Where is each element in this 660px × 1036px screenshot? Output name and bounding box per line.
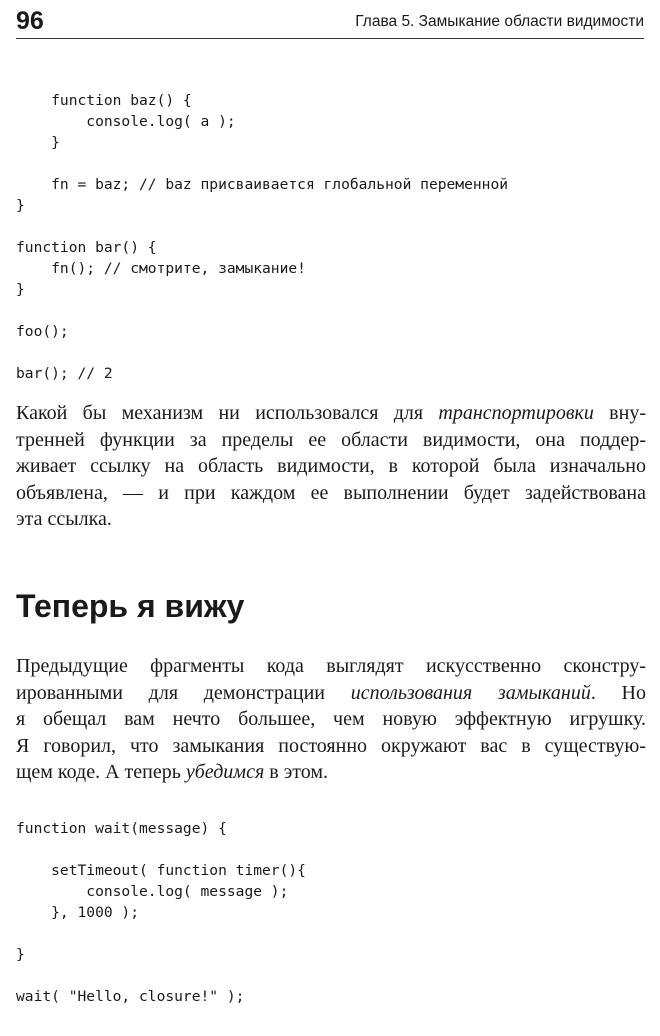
code-line: wait( "Hello, closure!" ); bbox=[16, 988, 245, 1005]
page-header bbox=[0, 0, 660, 40]
text-line: эта ссылка. bbox=[16, 508, 112, 531]
code-line: console.log( message ); bbox=[16, 883, 289, 900]
code-line: fn = baz; // baz присваивается глобальной переменной bbox=[16, 176, 509, 193]
body-paragraph bbox=[16, 400, 646, 533]
code-line: }, 1000 ); bbox=[16, 904, 140, 921]
code-line: } bbox=[16, 281, 25, 298]
code-line: } bbox=[16, 946, 25, 963]
text-line: ированными для демонстрации использования замыканий. Но bbox=[16, 681, 646, 704]
code-line: function baz() { bbox=[16, 92, 192, 109]
header-divider bbox=[16, 38, 644, 39]
code-block-closure bbox=[16, 90, 508, 384]
section-heading: Теперь я вижу bbox=[16, 588, 245, 624]
emphasis: транспортировки bbox=[438, 402, 594, 424]
code-line: function wait(message) { bbox=[16, 820, 227, 837]
text-line: я обещал вам нечто большее, чем новую эффектную игрушку. bbox=[16, 708, 646, 731]
text-line: тренней функции за пределы ее области видимости, она поддер- bbox=[16, 428, 646, 451]
emphasis: использования замыканий bbox=[350, 681, 591, 704]
text-line: Предыдущие фрагменты кода выглядят искусственно сконстру- bbox=[16, 655, 646, 677]
code-block-wait bbox=[16, 818, 306, 1007]
text-line: щем коде. А теперь убедимся в этом. bbox=[16, 761, 329, 784]
code-line: setTimeout( function timer(){ bbox=[16, 862, 306, 879]
text-line: живает ссылку на область видимости, в которой была изначально bbox=[16, 455, 646, 478]
chapter-title: Глава 5. Замыкание области видимости bbox=[355, 13, 644, 30]
code-line: } bbox=[16, 134, 60, 151]
code-line: console.log( a ); bbox=[16, 113, 236, 130]
text-line: объявлена, — и при каждом ее выполнении будет задействована bbox=[16, 481, 646, 504]
code-line: } bbox=[16, 197, 25, 214]
code-line: function bar() { bbox=[16, 239, 157, 256]
code-line: fn(); // смотрите, замыкание! bbox=[16, 260, 306, 277]
code-line: bar(); // 2 bbox=[16, 365, 113, 382]
text-line: Я говорил, что замыкания постоянно окружают вас в существую- bbox=[16, 734, 646, 757]
text-line: Какой бы механизм ни использовался для транспортировки вну- bbox=[16, 402, 646, 424]
code-line: foo(); bbox=[16, 323, 69, 340]
emphasis: убедимся bbox=[185, 761, 265, 784]
body-paragraph bbox=[16, 653, 646, 786]
page-number: 96 bbox=[16, 7, 44, 35]
